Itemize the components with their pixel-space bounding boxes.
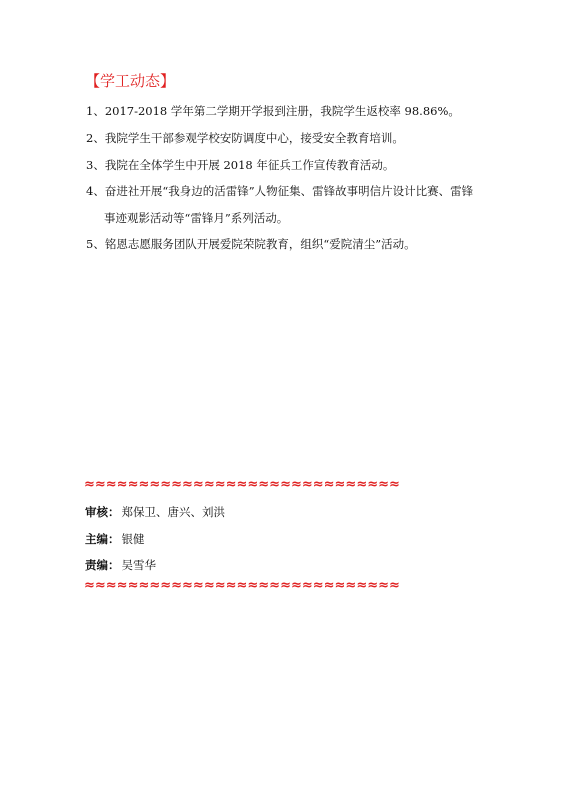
news-item-4: 4、奋进社开展“我身边的活雷锋”人物征集、雷锋故事明信片设计比赛、雷锋 (86, 184, 474, 198)
credit-responsible-editor-value: 吴雪华 (121, 558, 156, 572)
credit-chief-editor (85, 531, 145, 547)
news-item-2: 2、我院学生干部参观学校安防调度中心，接受安全教育培训。 (86, 131, 404, 145)
news-item-4-continuation: 事迹观影活动等“雷锋月”系列活动。 (104, 211, 289, 225)
credit-reviewer-label: 审核： (85, 505, 120, 519)
credit-reviewer-value: 郑保卫、唐兴、刘洪 (121, 505, 225, 519)
credit-chief-editor-label: 主编： (85, 532, 120, 546)
wave-divider-bottom: ≈≈≈≈≈≈≈≈≈≈≈≈≈≈≈≈≈≈≈≈≈≈≈≈≈≈≈≈≈ (84, 580, 400, 592)
credit-reviewer (85, 504, 225, 520)
section-title: 【学工动态】 (85, 72, 176, 90)
credit-responsible-editor-label: 责编： (85, 558, 120, 572)
news-item-1: 1、2017-2018 学年第二学期开学报到注册，我院学生返校率 98.86%。 (86, 104, 460, 118)
credit-responsible-editor (85, 557, 156, 573)
news-item-3: 3、我院在全体学生中开展 2018 年征兵工作宣传教育活动。 (86, 158, 395, 172)
news-item-5: 5、铭恩志愿服务团队开展爱院荣院教育，组织“爱院清尘”活动。 (86, 237, 416, 251)
wave-divider-top: ≈≈≈≈≈≈≈≈≈≈≈≈≈≈≈≈≈≈≈≈≈≈≈≈≈≈≈≈≈ (84, 479, 400, 491)
credit-chief-editor-value: 银健 (121, 532, 145, 546)
